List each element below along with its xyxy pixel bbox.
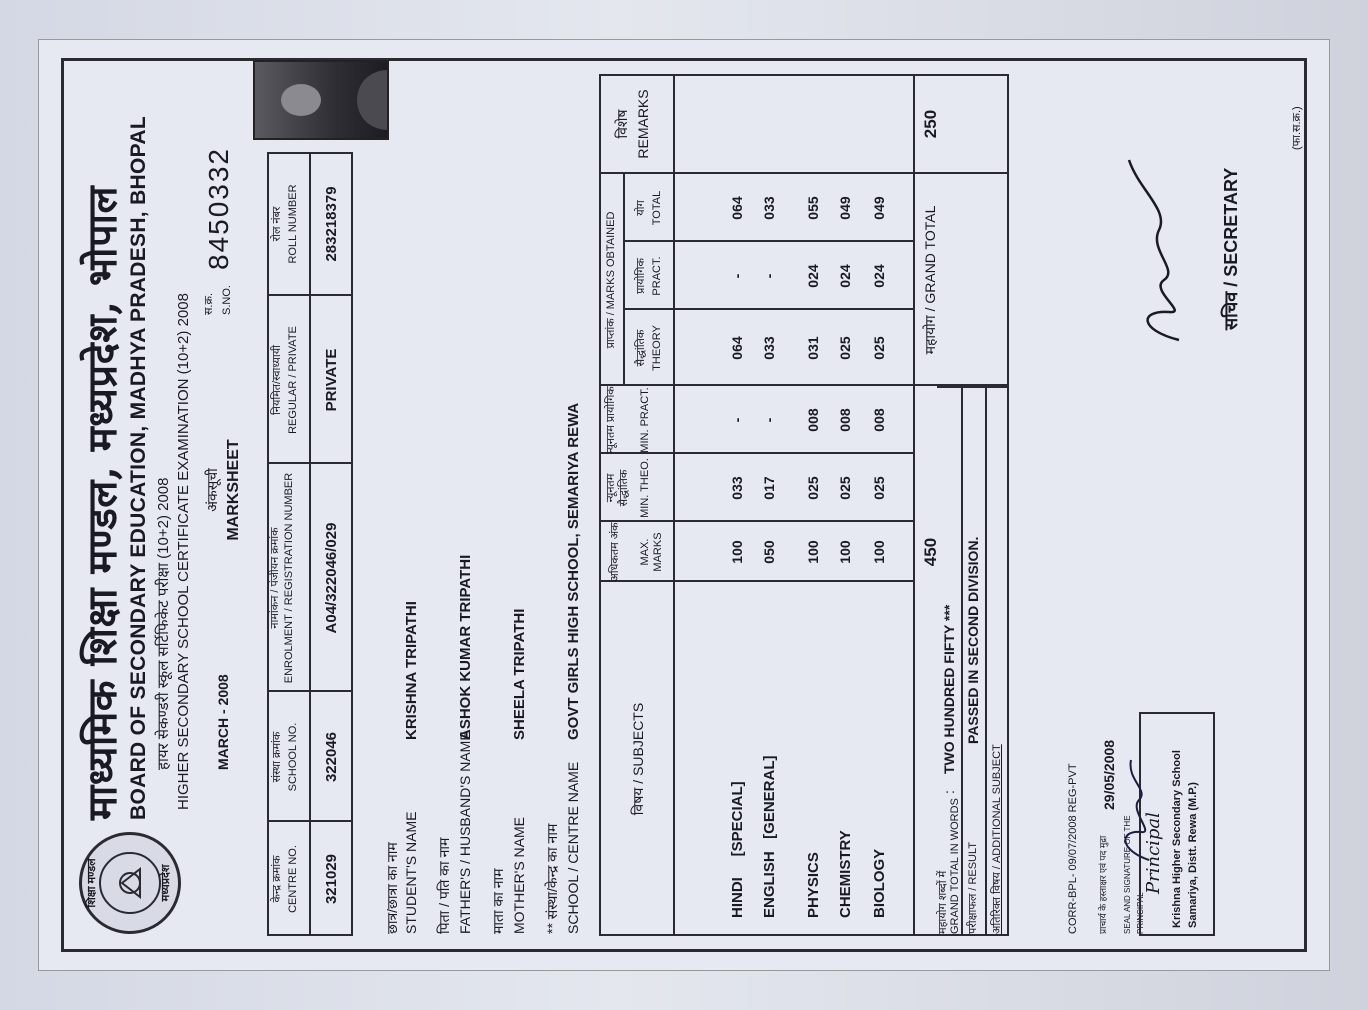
candidate-type: PRIVATE [323, 348, 340, 412]
words-label: GRAND TOTAL IN WORDS [949, 798, 961, 934]
marksheet-document: शिक्षा मण्डल मध्यप्रदेश माध्यमिक शिक्षा मण्डल, मध्यप्रदेश, भोपाल BOARD OF SECONDARY EDUCATION, MADHYA PRADESH, BHOPAL हायर सेकण्डरी स्कूल सर्टिफिकेट परीक्षा (10+2) 2008 HIGHER SECONDARY SCHOOL CERTIFICATE EXAMINATION (10+2) 2008 MARCH - 2008 अंकसूची MARKSHEET स.क्र. S.NO. 8450332 केन्द्र क्रमांक CENTRE NO. 321029 संस्था क्रमांक SCHOOL NO. 322046 नामांकन / पंजीयन क्रमांक ENROLMENT / REGISTRATION NUMBER A04/322046/029 नियमित/स्वाध्यायी REGULAR / PRIVATE PRIVATE रोल नंबर ROLL NUMBER 283218379 छात्र/छात्रा का नाम STUDENT'S NAME KRISHNA TRIPATHI पिता / पति का नाम FATHER'S / HUSBAND'S NAME ASHOK KUMAR TRIPATHI माता का नाम MOTHER'S NAME SHEELA TRIPATHI ** संस्था/केन्द्र का नाम SCHOOL / CENTRE NAME GOVT GIRLS HIGH SCHOOL, SEMARIYA REWA विषय / SUBJECTS अधिकतम अंक MAX. MARKS न्यूनतम सैद्धांतिक MIN. THEO. न्यूनतम प्रायोगिक MIN. PRACT. प्राप्तांक / MARKS OBTAINED सैद्धांतिक THEORY प्रायोगिक PRACT. योग TOTAL विशेष REMARKS HINDI [SPECIAL] 100 033 - 064 - 064 ENGLISH [GENERAL] 050 017 - 033 - 033 PHYSICS 100 025 008 031 024 055 CHEMISTRY 100 025 008 025 024 049 BIOLOGY 100 025 008 025 024 049 450 महायोग / GRAND TOTAL 250 महायोग शब्दों में GRAND TOTAL IN WORDS : TWO HUNDRED FIFTY *** परीक्षाफल / RESULT PASSED IN SECOND DIVISION. अतिरिक्त विषय / ADDITIONAL SUBJECT CORR-BPL- 09/07/2008 REG-PVT 29/05/2008 प्राचार्य के हस्ताक्षर एवं पद मुद्रा SEAL AND SIGNATURE OF THE PRINCIPAL Principal Krishna Higher Secondary School Samariya, Distt. Rewa (M.P.) सचिव / SECRETARY (फा.स.क्र.) [39, 40, 1329, 970]
practical-marks: - [761, 273, 777, 279]
grand-total-in-words: TWO HUNDRED FIFTY *** [941, 604, 957, 774]
roll-number-label: ROLL NUMBER [287, 184, 299, 264]
practical-marks: 024 [837, 264, 853, 288]
total-header-hindi: योग [635, 200, 647, 216]
practical-marks: 024 [805, 264, 821, 288]
board-title-english: BOARD OF SECONDARY EDUCATION, MADHYA PRADESH, BHOPAL [127, 116, 150, 820]
marks-header-divider [673, 74, 675, 936]
remarks-header: REMARKS [635, 89, 651, 159]
theory-marks: 025 [837, 336, 853, 360]
exam-title-english: HIGHER SECONDARY SCHOOL CERTIFICATE EXAMINATION (10+2) 2008 [175, 293, 192, 810]
correction-code: CORR-BPL- 09/07/2008 REG-PVT [1067, 763, 1079, 934]
total-marks: 055 [805, 196, 821, 220]
result-divider-2 [985, 386, 987, 936]
school-name-label: SCHOOL / CENTRE NAME [565, 761, 581, 934]
father-name-label: FATHER'S / HUSBAND'S NAME [457, 731, 473, 934]
father-name: ASHOK KUMAR TRIPATHI [457, 554, 474, 740]
min-practical: 008 [871, 408, 887, 432]
subject-name: CHEMISTRY [837, 830, 854, 918]
min-theory: 025 [837, 476, 853, 500]
theory-header: THEORY [651, 325, 663, 371]
enrolment-label: ENROLMENT / REGISTRATION NUMBER [283, 472, 295, 684]
result-label: परीक्षाफल / RESULT [967, 841, 979, 934]
document-type-english: MARKSHEET [225, 439, 242, 541]
additional-subject-label: अतिरिक्त विषय / ADDITIONAL SUBJECT [991, 744, 1003, 934]
mother-name: SHEELA TRIPATHI [511, 608, 528, 740]
serial-number-value: 8450332 [203, 146, 234, 270]
exam-title-hindi: हायर सेकण्डरी स्कूल सर्टिफिकेट परीक्षा (10+2) 2008 [155, 477, 172, 770]
principal-stamp-title: Principal [1143, 812, 1164, 894]
principal-stamp-line1: Krishna Higher Secondary School [1171, 750, 1183, 928]
grand-total-label: महायोग / GRAND TOTAL [922, 205, 938, 355]
secretary-signature [1119, 150, 1199, 350]
centre-number: 321029 [323, 853, 340, 905]
mother-name-label-hindi: माता का नाम [490, 868, 506, 934]
id-table-divider [309, 152, 311, 936]
max-marks-header: MAX. MARKS [639, 532, 664, 572]
centre-label-hindi: केन्द्र क्रमांक [271, 855, 283, 903]
principal-stamp-line2: Samariya, Distt. Rewa (M.P.) [1187, 782, 1199, 928]
enrolment-number: A04/322046/029 [323, 522, 340, 634]
practical-marks: 024 [871, 264, 887, 288]
father-name-label-hindi: पिता / पति का नाम [436, 837, 452, 934]
roll-number: 283218379 [323, 186, 340, 262]
marks-total-divider [913, 74, 915, 936]
max-marks: 100 [837, 540, 853, 564]
board-emblem [79, 832, 181, 934]
school-number: 322046 [323, 731, 340, 783]
total-marks: 049 [837, 196, 853, 220]
practical-header-hindi: प्रायोगिक [635, 258, 647, 294]
min-theory: 033 [729, 476, 745, 500]
words-label-hindi: महायोग शब्दों में [937, 870, 949, 934]
min-practical: 008 [805, 408, 821, 432]
principal-seal-caption-hindi: प्राचार्य के हस्ताक्षर एवं पद मुद्रा [1098, 835, 1108, 934]
total-header: TOTAL [651, 190, 663, 226]
practical-marks: - [729, 273, 745, 279]
result-value: PASSED IN SECOND DIVISION. [965, 536, 981, 744]
theory-header-hindi: सैद्धांतिक [635, 329, 647, 367]
total-marks: 049 [871, 196, 887, 220]
emblem-text-top: शिक्षा मण्डल [86, 858, 98, 908]
board-title-hindi: माध्यमिक शिक्षा मण्डल, मध्यप्रदेश, भोपाल [79, 185, 126, 820]
student-portrait-icon [255, 62, 387, 138]
total-marks: 033 [761, 196, 777, 220]
student-name: KRISHNA TRIPATHI [403, 601, 420, 740]
candidate-type-label-hindi: नियमित/स्वाध्यायी [271, 345, 283, 415]
student-name-label: STUDENT'S NAME [403, 811, 419, 934]
min-practical: - [761, 417, 777, 423]
theory-marks: 025 [871, 336, 887, 360]
subject-name: PHYSICS [805, 852, 822, 918]
subject-name: ENGLISH [GENERAL] [761, 755, 778, 918]
min-theory-header-hindi: न्यूनतम सैद्धांतिक [605, 469, 630, 507]
serial-number-label-hindi: स.क्र. [203, 293, 215, 315]
mother-name-label: MOTHER'S NAME [511, 816, 527, 934]
school-name-label-hindi: ** संस्था/केन्द्र का नाम [544, 823, 560, 934]
min-practical: - [729, 417, 745, 423]
principal-seal-caption: SEAL AND SIGNATURE OF THE PRINCIPAL [1123, 815, 1145, 934]
remarks-header-hindi: विशेष [614, 109, 630, 139]
secretary-label: सचिव / SECRETARY [1221, 167, 1241, 330]
min-theory: 025 [805, 476, 821, 500]
max-marks: 100 [871, 540, 887, 564]
school-no-label-hindi: संस्था क्रमांक [271, 731, 283, 783]
subject-name: BIOLOGY [871, 848, 888, 918]
total-marks: 064 [729, 196, 745, 220]
theory-marks: 033 [761, 336, 777, 360]
grand-total-value: 250 [921, 109, 940, 139]
corner-code: (फा.स.क्र.) [1291, 106, 1303, 150]
max-marks-total: 450 [921, 537, 940, 567]
min-theory: 017 [761, 476, 777, 500]
theory-marks: 064 [729, 336, 745, 360]
marks-obtained-header: प्राप्तांक / MARKS OBTAINED [605, 211, 617, 349]
school-name: GOVT GIRLS HIGH SCHOOL, SEMARIYA REWA [565, 402, 582, 740]
max-marks: 100 [805, 540, 821, 564]
min-practical: 008 [837, 408, 853, 432]
practical-header: PRACT. [651, 256, 663, 296]
centre-label: CENTRE NO. [287, 845, 299, 913]
principal-signature [1109, 730, 1159, 870]
max-marks: 100 [729, 540, 745, 564]
min-practical-header-hindi: न्यूनतम प्रायोगिक [605, 386, 617, 454]
serial-number-label: S.NO. [221, 285, 233, 315]
student-photo [253, 60, 389, 140]
issue-date: 29/05/2008 [1101, 739, 1117, 810]
school-no-label: SCHOOL NO. [287, 722, 299, 792]
roll-number-label-hindi: रोल नंबर [271, 206, 283, 242]
exam-session: MARCH - 2008 [215, 674, 231, 770]
min-theory: 025 [871, 476, 887, 500]
min-practical-header: MIN. PRACT. [639, 387, 651, 453]
subject-name: HINDI [SPECIAL] [729, 781, 746, 918]
theory-marks: 031 [805, 336, 821, 360]
student-name-label-hindi: छात्र/छात्रा का नाम [384, 842, 400, 934]
max-marks-header-hindi: अधिकतम अंक [609, 522, 621, 582]
emblem-text-bottom: मध्यप्रदेश [160, 864, 172, 902]
candidate-type-label: REGULAR / PRIVATE [287, 326, 299, 434]
min-theory-header: MIN. THEO. [639, 458, 651, 518]
subjects-header: विषय / SUBJECTS [630, 702, 646, 816]
document-type-hindi: अंकसूची [204, 468, 220, 512]
enrolment-label-hindi: नामांकन / पंजीयन क्रमांक [269, 527, 281, 629]
obtained-subheader-divider [623, 174, 625, 386]
max-marks: 050 [761, 540, 777, 564]
